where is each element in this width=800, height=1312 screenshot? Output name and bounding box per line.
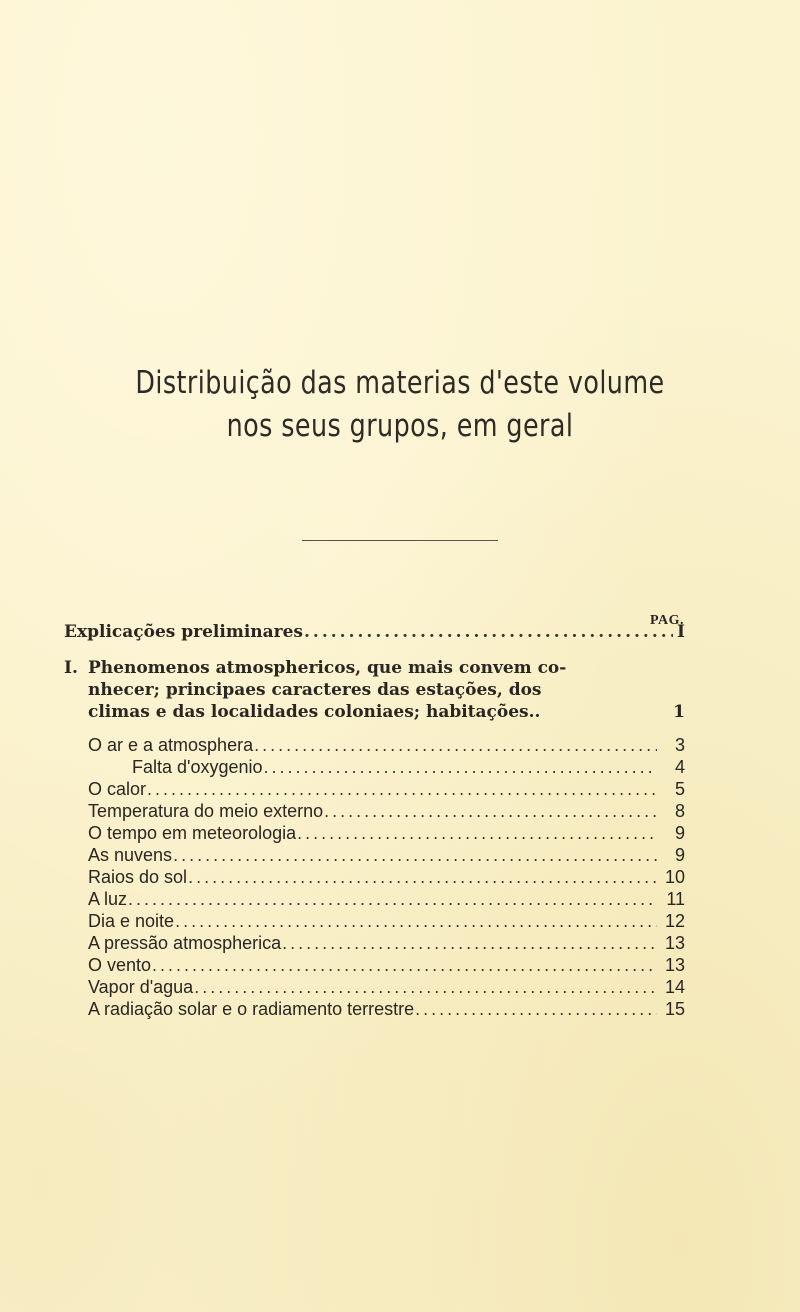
toc-entry-label: As nuvens: [88, 845, 173, 865]
toc-entry: [88, 801, 685, 822]
toc-entry-label: Dia e noite: [88, 911, 175, 931]
toc-entry: [88, 977, 685, 998]
leader-dots: [194, 977, 657, 998]
toc-entry: [88, 845, 685, 866]
toc-entry: [88, 911, 685, 932]
leader-dots: [304, 622, 673, 642]
title-divider: [302, 540, 498, 541]
toc-entry-label: O tempo em meteorologia: [88, 823, 297, 843]
toc-entry: [88, 735, 685, 756]
toc-entry-page: 5: [674, 779, 685, 799]
toc-entry-page: 3: [674, 735, 685, 755]
toc-entry-page: 12: [664, 911, 685, 931]
toc-entry-page: 4: [674, 757, 685, 777]
toc-entry-page: 15: [664, 999, 685, 1019]
leader-dots: [254, 735, 657, 756]
toc-entry-label: Temperatura do meio externo: [88, 801, 324, 821]
toc-entry-page: 13: [664, 933, 685, 953]
leader-dots: [324, 801, 657, 822]
section-text-line-2: nhecer; principaes caracteres das estações, dos: [88, 680, 542, 700]
toc-entry-label: O vento: [88, 955, 152, 975]
toc-entry-preliminary: [64, 622, 685, 642]
section-text: [88, 657, 685, 723]
leader-dots: [128, 889, 657, 910]
leader-dots: [147, 779, 657, 800]
toc-entry-label: O ar e a atmosphera: [88, 735, 254, 755]
toc-entry-page: I: [677, 622, 685, 642]
page-title-line-1: Distribuição das materias d'este volume: [135, 365, 665, 401]
toc-entry-label: A luz: [88, 889, 128, 909]
page-title-line-2: nos seus grupos, em geral: [226, 408, 574, 444]
section-number: I.: [64, 658, 78, 678]
toc-entry-label: Falta d'oxygenio: [132, 757, 263, 777]
toc-entry: [88, 999, 685, 1020]
section-page: 1: [673, 702, 685, 722]
toc-entry: [88, 779, 685, 800]
section-text-line-1: Phenomenos atmosphericos, que mais convem co-: [88, 658, 567, 678]
toc-entry-page: 8: [674, 801, 685, 821]
leader-dots: [415, 999, 657, 1020]
toc-entry: [88, 933, 685, 954]
leader-dots: [152, 955, 657, 976]
leader-dots: [282, 933, 657, 954]
toc-entry-label: Explicações preliminares: [64, 622, 303, 642]
section-heading: [64, 657, 685, 723]
toc-entry-label: Vapor d'agua: [88, 977, 194, 997]
toc-entry-page: 11: [666, 889, 685, 909]
toc-entry-page: 9: [674, 823, 685, 843]
leader-dots: [173, 845, 657, 866]
toc-entry-page: 9: [674, 845, 685, 865]
toc-entry-label: A radiação solar e o radiamento terrestre: [88, 999, 415, 1019]
toc-entry: [132, 757, 685, 778]
leader-dots: [297, 823, 657, 844]
leader-dots: [264, 757, 657, 778]
toc-entry: [88, 955, 685, 976]
toc-entry-page: 10: [664, 867, 685, 887]
page-column-header: PAG.: [649, 613, 684, 628]
section-text-line-3: climas e das localidades coloniaes; habitações..: [88, 702, 541, 722]
toc-entry: [88, 889, 685, 910]
toc-entry-label: O calor: [88, 779, 147, 799]
toc-entry: [88, 823, 685, 844]
leader-dots: [175, 911, 657, 932]
toc-entry-label: A pressão atmospherica: [88, 933, 282, 953]
toc-entry-page: 14: [664, 977, 685, 997]
toc-entry-page: 13: [664, 955, 685, 975]
toc-entry-label: Raios do sol: [88, 867, 188, 887]
toc-entry: [88, 867, 685, 888]
leader-dots: [188, 867, 657, 888]
